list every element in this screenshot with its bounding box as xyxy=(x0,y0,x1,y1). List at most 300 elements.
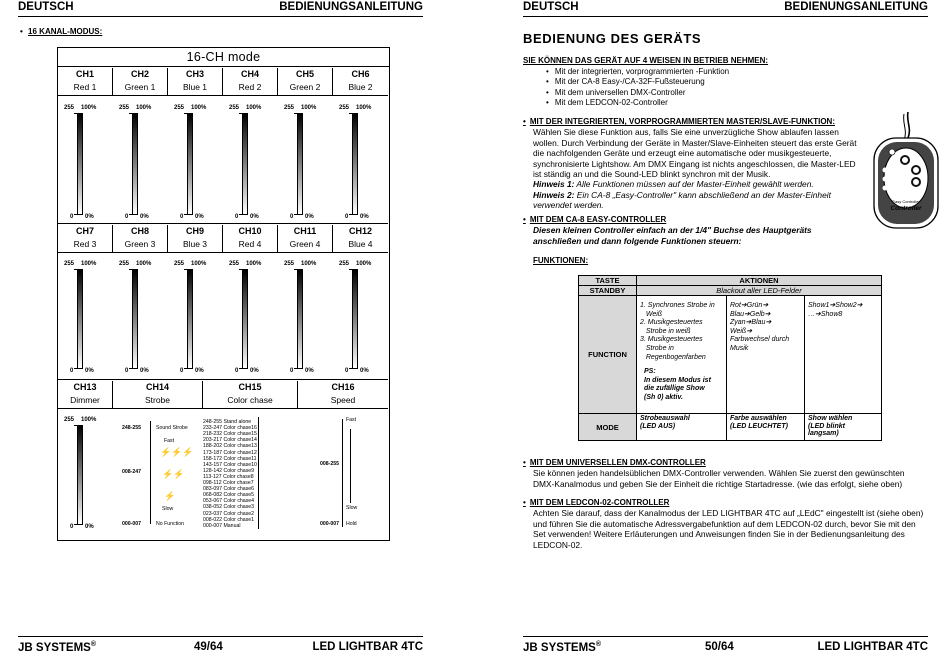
channel-ch4 xyxy=(223,68,278,96)
scale-bottom-value: 0 xyxy=(290,368,294,374)
channel-diagram xyxy=(57,47,390,541)
section-line: Sie können jeden handelsüblichen DMX-Controller verwenden. Wählen Sie zuerst den gewünschten xyxy=(533,468,905,479)
standby-action: Blackout aller LED-Felder xyxy=(637,286,882,296)
scale-top-percent: 100% xyxy=(246,105,262,111)
channel-function: Red 1 xyxy=(73,82,97,92)
header-manual: BEDIENUNGSANLEITUNG xyxy=(279,1,423,13)
scale-bottom-percent: 0% xyxy=(195,214,204,220)
section-heading xyxy=(20,27,102,36)
channel-function: Green 4 xyxy=(289,239,321,249)
mode-text xyxy=(730,415,801,430)
text-line: 2. Musikgesteuertes xyxy=(640,319,703,327)
channel-number: CH10 xyxy=(238,226,262,236)
text-line: Strobe in xyxy=(640,344,674,352)
standby-key: STANDBY xyxy=(579,286,637,296)
channel-scale-row xyxy=(58,96,388,224)
text-line: langsam) xyxy=(808,430,839,437)
chase-line: 068-082 Color chase5 xyxy=(203,492,255,499)
scale-bottom-value: 0 xyxy=(345,214,349,220)
channel-ch2 xyxy=(113,68,168,96)
function-action-3 xyxy=(805,296,882,414)
scale-tick xyxy=(349,214,353,215)
intro-heading: SIE KÖNNEN DAS GERÄT AUF 4 WEISEN IN BETRIEB NEHMEN: xyxy=(523,56,769,65)
scale-tick xyxy=(239,269,243,270)
registered-mark: ® xyxy=(90,641,97,648)
strobe-label-sound: Sound Strobe xyxy=(156,425,188,431)
scale-bottom-value: 0 xyxy=(70,368,74,374)
scale-top-percent: 100% xyxy=(191,261,207,267)
text-line: Wählen Sie diese Funktion aus, falls Sie eine unverzügliche Show ablaufen lassen xyxy=(533,127,839,138)
channel-number: CH6 xyxy=(351,69,370,79)
section-body xyxy=(533,127,868,179)
scale-tick xyxy=(184,113,188,114)
scale-top-value: 255 xyxy=(64,261,75,267)
channel-ch16 xyxy=(298,381,388,409)
scale-top-percent: 100% xyxy=(301,261,317,267)
section-ledcon xyxy=(523,498,935,550)
function-action-2 xyxy=(727,296,805,414)
scale-bottom-value: 0 xyxy=(235,214,239,220)
function-list xyxy=(808,302,878,319)
section-heading-text: MIT DER INTEGRIERTEN, VORPROGRAMMIERTEN MASTER/SLAVE-FUNKTION: xyxy=(529,117,835,126)
chase-line: 098-112 Color chase7 xyxy=(203,480,254,486)
speed-hold-range: 000-007 xyxy=(320,521,340,527)
text-line: Musik xyxy=(730,344,749,352)
hint-label: Hinweis 1: xyxy=(533,179,575,190)
lightning-icon: ⚡⚡ xyxy=(162,469,185,479)
scale-bottom-percent: 0% xyxy=(360,368,369,374)
way-text: Mit der CA-8 Easy-/CA-32F-Fußsteuerung xyxy=(554,77,705,87)
section-title: 16 KANAL-MODUS: xyxy=(28,27,103,36)
channel-function: Red 3 xyxy=(73,239,97,249)
channel-ch7 xyxy=(58,225,113,253)
chase-line: 248-255 Stand alone xyxy=(203,419,252,425)
hint-2 xyxy=(533,190,868,200)
scale-bottom-value: 0 xyxy=(235,368,239,374)
mode-action-3 xyxy=(805,414,882,441)
bullet: • xyxy=(523,117,526,126)
scale-tick xyxy=(294,368,298,369)
section-master-slave xyxy=(523,117,868,211)
registered-mark: ® xyxy=(595,641,602,648)
chase-line: 000-007 Manual xyxy=(203,522,241,529)
header-taste: TASTE xyxy=(579,276,637,286)
speed-fast: Fast xyxy=(346,417,357,423)
text-line: (Sh 0) aktiv. xyxy=(644,393,683,401)
channel-function: Strobe xyxy=(144,395,171,405)
page-title: BEDIENUNG DES GERÄTS xyxy=(523,31,702,46)
text-line: Strobe in weiß xyxy=(640,327,691,335)
channel-ch9 xyxy=(168,225,223,253)
scale-bottom-percent: 0% xyxy=(305,368,314,374)
channel-ch11 xyxy=(278,225,333,253)
header-language: DEUTSCH xyxy=(18,1,74,13)
scale-top-percent: 100% xyxy=(136,261,152,267)
section-ca8 xyxy=(523,215,883,267)
remote-small-label: Easy Controller xyxy=(892,199,920,204)
scale-tick xyxy=(74,214,78,215)
channel-ch10 xyxy=(223,225,278,253)
text-line: Zyan➔Blau➔ xyxy=(730,319,772,327)
brand-name: JB SYSTEMS xyxy=(18,641,91,654)
channel-function: Green 1 xyxy=(124,82,156,92)
scale-tick xyxy=(184,368,188,369)
scale-tick xyxy=(239,113,243,114)
scale-bottom-value: 0 xyxy=(125,368,129,374)
channel-number: CH7 xyxy=(75,226,94,236)
chase-line: 143-157 Color chase10 xyxy=(203,461,257,468)
section-line: und führen Sie die automatische Adressvergabefunktion auf dem LEDCON-02 durch, bevor Sie mit den xyxy=(533,518,916,529)
strobe-range-none: 000-007 xyxy=(122,521,142,527)
channel-function: Green 3 xyxy=(124,239,156,249)
text-line: …➔Show8 xyxy=(808,310,843,318)
lightning-icon: ⚡⚡⚡ xyxy=(160,447,194,457)
text-line: ist ständig an und die Sound-LED blinkt synchron mit der Musik. xyxy=(533,169,771,180)
way-item xyxy=(546,77,729,87)
channel-number: CH3 xyxy=(185,69,204,79)
fader-bar xyxy=(187,113,193,215)
page-footer xyxy=(18,636,423,654)
scale-top-percent: 100% xyxy=(81,417,97,423)
channel-number: CH15 xyxy=(238,382,262,392)
text-line: synchronisierte Lightshow. Am DMX Eingang ist nichts angeschlossen, die Master-LED xyxy=(533,158,856,169)
channel-ch8 xyxy=(113,225,168,253)
header-language: DEUTSCH xyxy=(523,1,579,13)
scale-bottom-percent: 0% xyxy=(85,524,94,530)
bullet: • xyxy=(523,215,526,224)
scale-bottom-value: 0 xyxy=(290,214,294,220)
scale-bottom-percent: 0% xyxy=(85,368,94,374)
hint-text: Alle Funktionen müssen auf der Master-Einheit gewählt werden. xyxy=(574,179,814,190)
speed-slow: Slow xyxy=(346,505,358,511)
bullet: • xyxy=(546,77,549,87)
scale-tick xyxy=(294,214,298,215)
way-text: Mit der integrierten, vorprogrammierten -Funktion xyxy=(554,67,730,76)
channel-function: Green 2 xyxy=(289,82,321,92)
page-number: 50/64 xyxy=(705,641,734,653)
scale-tick xyxy=(184,214,188,215)
hint-text: Ein CA-8 „Easy-Controller" kann abschließend an der Master-Einheit xyxy=(574,189,831,200)
section-line: anschließen und dann folgende Funktionen steuern: xyxy=(533,235,742,246)
text-line: Blau➔Gelb➔ xyxy=(730,310,771,318)
remote-label: Controller xyxy=(890,205,922,212)
speed-arrow-icon xyxy=(350,429,351,503)
function-list xyxy=(640,302,723,362)
function-list xyxy=(730,302,801,354)
mode-action-2 xyxy=(727,414,805,441)
section-heading-text: MIT DEM UNIVERSELLEN DMX-CONTROLLER xyxy=(529,458,706,467)
section-heading xyxy=(523,215,883,225)
text-line: Weiß xyxy=(640,310,663,318)
hint-1 xyxy=(533,179,868,189)
ways-list xyxy=(546,67,729,109)
fader-bar xyxy=(242,269,248,369)
text-line: (LED AUS) xyxy=(640,422,676,430)
scale-tick xyxy=(129,113,133,114)
channel-function: Blue 4 xyxy=(348,239,373,249)
scale-tick xyxy=(349,368,353,369)
product-name: LED LIGHTBAR 4TC xyxy=(312,641,423,653)
page-number: 49/64 xyxy=(194,641,223,653)
strobe-fast: Fast xyxy=(164,438,175,444)
section-line: Set verwenden! Weitere Erläuterungen und Anweisungen finden Sie in der Bedienungsanleitung des xyxy=(533,529,905,540)
scale-tick xyxy=(294,113,298,114)
mode-text xyxy=(640,415,723,430)
footer-brand xyxy=(18,641,96,654)
text-line: Rot➔Grün➔ xyxy=(730,302,769,309)
section-heading xyxy=(523,458,935,468)
text-line: Farbe auswählen xyxy=(730,415,787,422)
way-item xyxy=(546,88,729,98)
strobe-scale xyxy=(150,421,154,524)
scale-top-value: 255 xyxy=(284,261,295,267)
scale-top-percent: 100% xyxy=(301,105,317,111)
brand-name: JB SYSTEMS xyxy=(523,641,596,654)
text-line: Weiß➔ xyxy=(730,327,753,335)
channel-number: CH11 xyxy=(293,226,317,236)
scale-bottom-percent: 0% xyxy=(305,214,314,220)
bullet: • xyxy=(523,498,526,507)
functions-heading: FUNKTIONEN: xyxy=(533,256,589,266)
scale-bottom-value: 0 xyxy=(180,368,184,374)
speed-range: 008-255 xyxy=(320,461,340,467)
channel-scale-row xyxy=(58,253,388,380)
fader-bar xyxy=(77,113,83,215)
speed-hold: Hold xyxy=(346,521,357,527)
channel-ch3 xyxy=(168,68,223,96)
channel-function: Blue 1 xyxy=(182,82,208,92)
text-line: Farbwechsel durch xyxy=(730,336,790,344)
scale-top-percent: 100% xyxy=(246,261,262,267)
way-text: Mit dem LEDCON-02-Controller xyxy=(554,98,668,108)
text-line: die nachfolgenden Geräte und erzeugt eine automatische oder musikgesteuerte, xyxy=(533,148,832,159)
speed-scale xyxy=(342,419,343,527)
section-line: Achten Sie darauf, dass der Kanalmodus der LED LIGHTBAR 4TC auf „LEdC" eingestellt ist (siehe oben) xyxy=(533,508,924,519)
text-line: Regenbogenfarben xyxy=(640,353,706,361)
scale-bottom-percent: 0% xyxy=(360,214,369,220)
controller-illustration xyxy=(868,112,944,230)
channel-number: CH12 xyxy=(348,226,372,236)
channel-number: CH2 xyxy=(130,69,149,79)
channel-function: Red 4 xyxy=(238,239,262,249)
channel-number: CH8 xyxy=(130,226,149,236)
channel-number: CH4 xyxy=(240,69,259,79)
channel-ch12 xyxy=(333,225,388,253)
scale-top-value: 255 xyxy=(174,105,185,111)
strobe-range-sound: 248-255 xyxy=(122,425,142,431)
scale-top-value: 255 xyxy=(64,105,75,111)
header-manual: BEDIENUNGSANLEITUNG xyxy=(784,1,928,13)
scale-bottom-percent: 0% xyxy=(85,214,94,220)
fader-bar xyxy=(132,113,138,215)
chase-scale xyxy=(258,417,259,529)
text-line: 3. Musikgesteuertes xyxy=(640,336,703,344)
channel-function: Blue 2 xyxy=(348,82,373,92)
bullet: • xyxy=(546,87,549,97)
scale-top-percent: 100% xyxy=(356,105,372,111)
channel-ch6 xyxy=(333,68,388,96)
text-line: Show wählen xyxy=(808,415,853,422)
channel-detail-row xyxy=(58,409,388,539)
text-line: (LED blinkt xyxy=(808,422,845,430)
scale-bottom-percent: 0% xyxy=(250,214,259,220)
scale-bottom-value: 0 xyxy=(70,524,74,530)
channel-function: Red 2 xyxy=(238,82,262,92)
scale-bottom-value: 0 xyxy=(70,214,74,220)
mode-action-1 xyxy=(637,414,727,441)
chase-line: 053-067 Color chase4 xyxy=(203,498,255,505)
scale-bottom-percent: 0% xyxy=(140,368,149,374)
scale-tick xyxy=(239,368,243,369)
mode-key: MODE xyxy=(579,414,637,441)
mode-text xyxy=(808,415,878,438)
hint-label: Hinweis 2: xyxy=(533,189,575,200)
scale-top-percent: 100% xyxy=(356,261,372,267)
chase-line: 113-127 Color chase8 xyxy=(203,473,254,480)
strobe-slow: Slow xyxy=(162,506,174,512)
chase-line: 158-172 Color chase11 xyxy=(203,455,257,462)
scale-top-percent: 100% xyxy=(81,261,97,267)
scale-bottom-value: 0 xyxy=(125,214,129,220)
scale-top-value: 255 xyxy=(64,417,75,423)
scale-top-value: 255 xyxy=(229,261,240,267)
scale-top-value: 255 xyxy=(229,105,240,111)
bullet: • xyxy=(20,27,23,36)
chase-line: 188-202 Color chase13 xyxy=(203,443,257,450)
channel-ch5 xyxy=(278,68,333,96)
way-text: Mit dem universellen DMX-Controller xyxy=(554,87,686,97)
scale-bottom-percent: 0% xyxy=(250,368,259,374)
text-line: (LED LEUCHTET) xyxy=(730,422,788,430)
section-line: DMX-Kanalmodus und geben Sie der Einheit die richtige Startadresse. (wie das erfolgt, siehe oben) xyxy=(533,478,903,489)
chase-line: 083-097 Color chase6 xyxy=(203,486,255,493)
footer-brand xyxy=(523,641,601,654)
fader-bar xyxy=(77,425,83,525)
page-header xyxy=(523,0,928,17)
scale-top-value: 255 xyxy=(174,261,185,267)
scale-tick xyxy=(74,425,78,426)
channel-number: CH1 xyxy=(75,69,94,79)
scale-tick xyxy=(349,269,353,270)
scale-bottom-percent: 0% xyxy=(140,214,149,220)
page-footer xyxy=(523,636,928,654)
section-heading-text: MIT DEM CA-8 EASY-CONTROLLER xyxy=(529,215,667,224)
scale-tick xyxy=(129,214,133,215)
channel-function: Color chase xyxy=(227,395,273,405)
diagram-title: 16-CH mode xyxy=(58,48,389,67)
channel-ch15 xyxy=(203,381,298,409)
strobe-range-speed: 008-247 xyxy=(122,469,142,475)
channel-number: CH9 xyxy=(185,226,204,236)
text-line: Strobeauswahl xyxy=(640,415,690,422)
channel-number: CH14 xyxy=(145,382,169,392)
ps-note xyxy=(640,368,723,402)
section-dmx xyxy=(523,458,935,489)
fader-bar xyxy=(297,113,303,215)
section-line: LEDCON-02. xyxy=(533,539,583,550)
channel-number: CH5 xyxy=(295,69,314,79)
scale-tick xyxy=(349,113,353,114)
channel-ch14 xyxy=(113,381,203,409)
text-line: 1. Synchrones Strobe in xyxy=(640,302,715,309)
fader-bar xyxy=(187,269,193,369)
fader-bar xyxy=(297,269,303,369)
scale-top-percent: 100% xyxy=(136,105,152,111)
scale-top-value: 255 xyxy=(339,105,350,111)
scale-top-value: 255 xyxy=(119,261,130,267)
chase-line: 128-142 Color chase9 xyxy=(203,467,255,474)
channel-function: Blue 3 xyxy=(182,239,208,249)
scale-top-percent: 100% xyxy=(81,105,97,111)
bullet: • xyxy=(546,98,549,108)
fader-bar xyxy=(352,269,358,369)
channel-ch13 xyxy=(58,381,113,409)
scale-tick xyxy=(74,269,78,270)
chase-line: 203-217 Color chase14 xyxy=(203,437,257,444)
scale-bottom-percent: 0% xyxy=(195,368,204,374)
scale-tick xyxy=(239,214,243,215)
scale-top-value: 255 xyxy=(119,105,130,111)
function-key: FUNCTION xyxy=(579,296,637,414)
scale-top-value: 255 xyxy=(284,105,295,111)
channel-number: CH16 xyxy=(331,382,355,392)
section-heading xyxy=(523,498,935,508)
section-line: Diesen kleinen Controller einfach an der 1/4" Buchse des Hauptgeräts xyxy=(533,225,812,236)
scale-bottom-value: 0 xyxy=(345,368,349,374)
chase-line: 218-232 Color chase15 xyxy=(203,431,257,438)
fader-bar xyxy=(132,269,138,369)
chase-line: 008-022 Color chase1 xyxy=(203,516,255,523)
scale-tick xyxy=(129,269,133,270)
scale-tick xyxy=(74,524,78,525)
header-aktionen: AKTIONEN xyxy=(637,276,882,286)
scale-tick xyxy=(294,269,298,270)
section-heading-text: MIT DEM LEDCON-02-CONTROLLER xyxy=(529,498,670,507)
chase-line: 233-247 Color chase16 xyxy=(203,425,257,432)
channel-function: Dimmer xyxy=(70,395,100,405)
channel-number: CH13 xyxy=(73,382,97,392)
scale-top-value: 255 xyxy=(339,261,350,267)
fader-bar xyxy=(352,113,358,215)
strobe-label-none: No Function xyxy=(156,521,184,527)
way-item xyxy=(546,98,729,108)
product-name: LED LIGHTBAR 4TC xyxy=(817,641,928,653)
page-header xyxy=(18,0,423,17)
bullet: • xyxy=(546,67,549,76)
scale-tick xyxy=(74,368,78,369)
scale-bottom-value: 0 xyxy=(180,214,184,220)
text-line: wollen. Durch Verbindung der Geräte in Master/Slave-Einheiten steuert das erste Gerät xyxy=(533,137,857,148)
text-line: PS: xyxy=(644,368,656,376)
way-item xyxy=(546,67,729,77)
scale-tick xyxy=(74,113,78,114)
actions-table xyxy=(578,275,882,441)
channel-function: Speed xyxy=(330,395,356,405)
section-heading xyxy=(523,117,868,127)
chase-line: 023-037 Color chase2 xyxy=(203,510,255,517)
chase-line: 173-187 Color chase12 xyxy=(203,449,257,456)
text-line: In diesem Modus ist xyxy=(644,376,711,384)
text-line: Show1➔Show2➔ xyxy=(808,302,863,309)
lightning-icon: ⚡ xyxy=(164,491,176,501)
hint-2-cont: verwendet werden. xyxy=(533,200,604,211)
chase-line: 038-052 Color chase3 xyxy=(203,504,255,511)
function-action-1 xyxy=(637,296,727,414)
scale-tick xyxy=(129,368,133,369)
scale-top-percent: 100% xyxy=(191,105,207,111)
scale-tick xyxy=(184,269,188,270)
fader-bar xyxy=(77,269,83,369)
